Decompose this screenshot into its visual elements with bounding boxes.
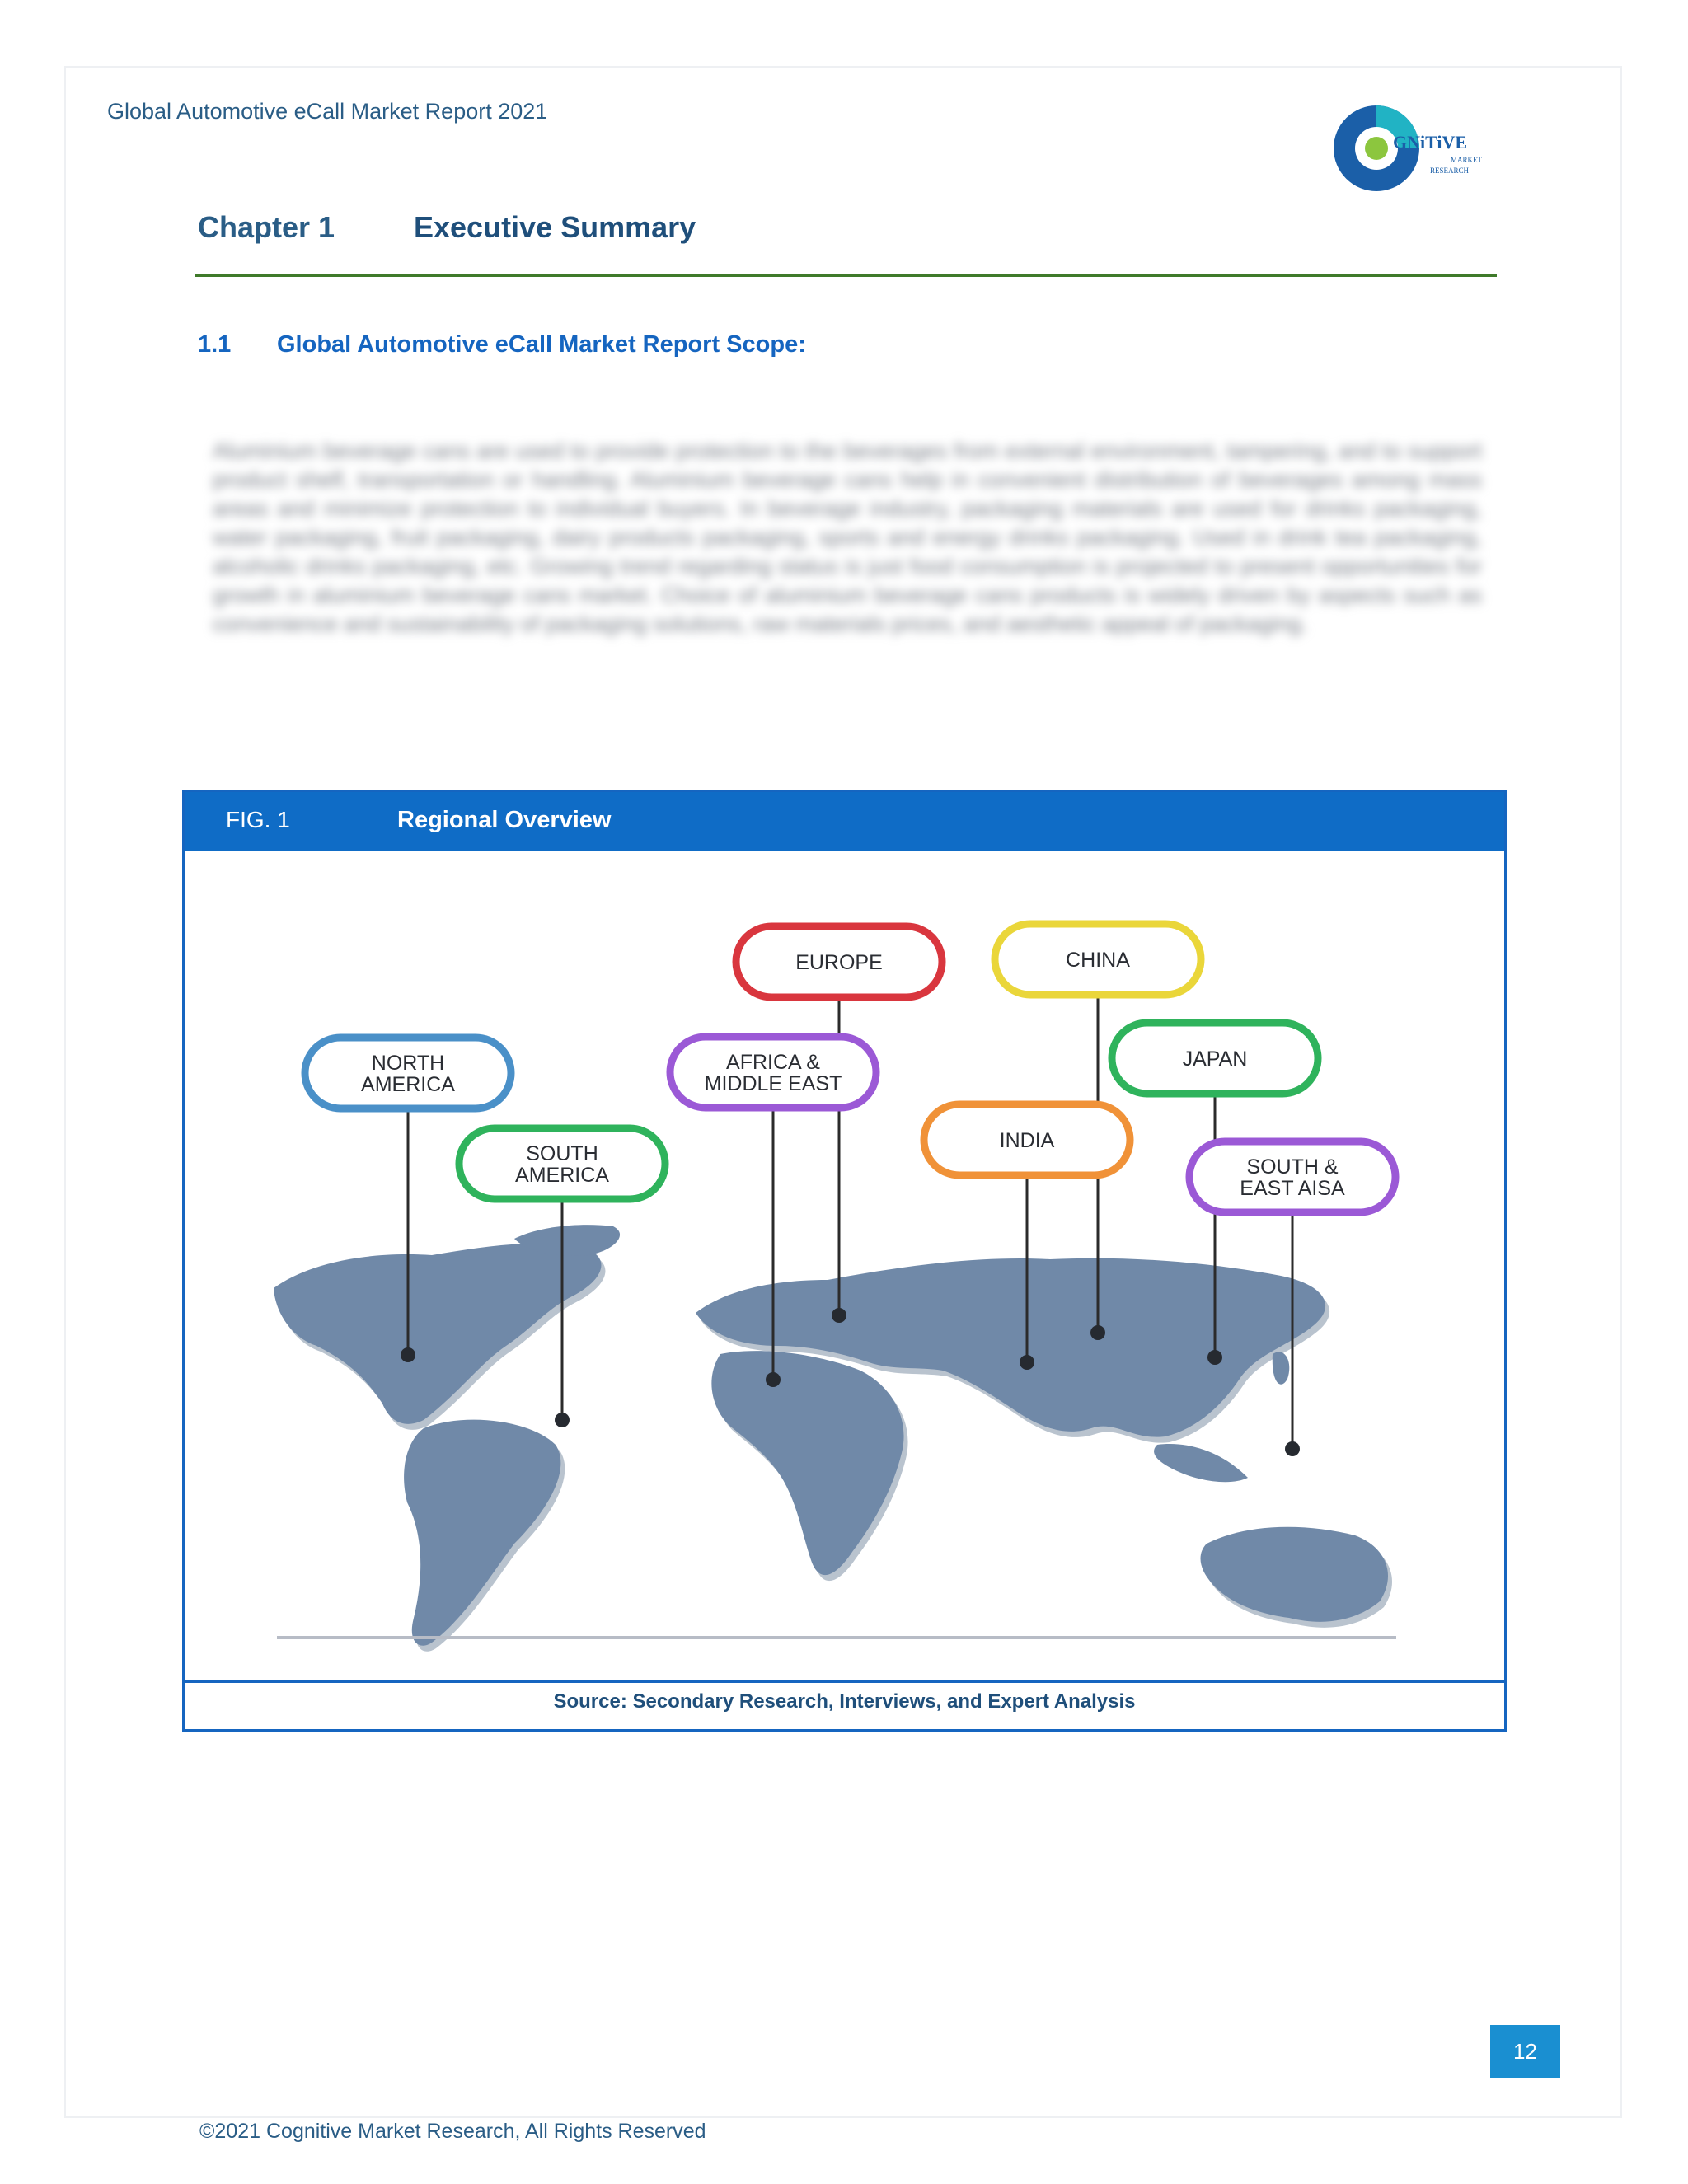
footer-copyright: ©2021 Cognitive Market Research, All Rights Reserved [199, 2120, 706, 2143]
region-label-text: JAPAN [1182, 1047, 1248, 1071]
world-map-illustration [185, 851, 1504, 1675]
region-label-text: EAST AISA [1240, 1177, 1345, 1200]
pin-dot [1207, 1350, 1222, 1365]
pin-dot [1090, 1325, 1105, 1340]
region-label-text: SOUTH [526, 1142, 598, 1165]
region-label-text: SOUTH & [1246, 1155, 1339, 1179]
pin-dot [401, 1347, 415, 1362]
chapter-divider [195, 274, 1497, 277]
blurred-body-text: Aluminium beverage cans are used to provide protection to the beverages from external environment, tampering, and to support product shelf, transportation or handling. Aluminium beverage cans help in convenient distribution of beverages among mass areas and minimize protection to individual buyers. In beverage industry, packaging materials are used for drinks packaging, water packaging, fruit packaging, dairy products packaging, sports and energy drinks packaging. Used in drink tea packaging, alcoholic drinks packaging, etc. Growing trend regarding status is just food consumption is projected to present opportunities for growth in aluminium beverage cans market. Choice of aluminium beverage cans products is widely driven by aspects such as convenience and sustainability of packaging solutions, raw materials prices, and aesthetic appeal of packaging. [213, 438, 1482, 636]
region-label-text: INDIA [999, 1129, 1055, 1152]
region-pin [736, 926, 942, 1323]
region-label-text: CHINA [1066, 949, 1130, 972]
company-logo [1331, 99, 1488, 198]
section-title: Global Automotive eCall Market Report Scope: [277, 331, 806, 358]
figure-box [182, 790, 1507, 1732]
logo-sub-text-2: RESEARCH [1430, 166, 1470, 175]
figure-source: Source: Secondary Research, Interviews, and Expert Analysis [553, 1690, 1136, 1713]
report-header-title: Global Automotive eCall Market Report 2021 [107, 99, 548, 124]
region-label-text: AMERICA [361, 1073, 455, 1096]
figure-divider [185, 1680, 1504, 1683]
figure-title: Regional Overview [397, 807, 612, 833]
region-label-text: EUROPE [795, 951, 883, 974]
chapter-label: Chapter 1 [198, 210, 335, 244]
region-label-text: AFRICA & [726, 1051, 820, 1074]
section-number: 1.1 [198, 331, 232, 358]
pin-dot [555, 1413, 570, 1427]
figure-number: FIG. 1 [226, 807, 290, 832]
region-label-text: NORTH [371, 1052, 445, 1075]
logo-sub-text-1: MARKET [1451, 156, 1482, 164]
chapter-title: Executive Summary [414, 210, 696, 244]
pin-dot [1020, 1355, 1034, 1370]
pin-dot [766, 1372, 781, 1387]
pin-dot [1285, 1441, 1300, 1456]
pin-dot [832, 1308, 846, 1323]
logo-main-text: GNiTiVE [1393, 132, 1468, 152]
figure-header [185, 792, 1504, 851]
continents [274, 1225, 1388, 1646]
page-number: 12 [1490, 2025, 1560, 2078]
region-label-text: AMERICA [515, 1164, 609, 1187]
region-label-text: MIDDLE EAST [704, 1072, 842, 1095]
